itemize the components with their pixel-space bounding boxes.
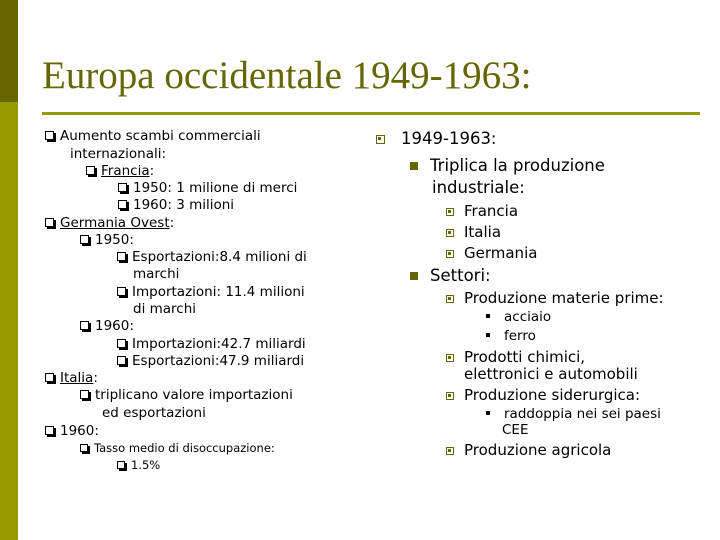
square-bullet-icon — [446, 447, 454, 455]
right-line: Produzione agricola — [446, 443, 611, 458]
left-line: Esportazioni:8.4 milioni di — [117, 251, 307, 265]
left-line: 1960: — [45, 425, 99, 439]
square-bullet-icon — [446, 229, 454, 237]
dot-bullet-icon — [486, 411, 490, 415]
slide-title: Europa occidentale 1949-1963: — [42, 54, 532, 97]
left-line: Italia: — [45, 372, 98, 386]
left-line: 1950: — [80, 234, 134, 248]
left-line: triplicano valore importazioni — [80, 389, 293, 403]
dot-bullet-icon — [486, 314, 490, 318]
square-bullet-icon — [446, 250, 454, 258]
checkbox-bullet-icon — [117, 356, 126, 365]
square-bullet-icon — [446, 295, 454, 303]
title-underline — [42, 112, 700, 115]
right-line: 1949-1963: — [376, 131, 497, 148]
left-line: marchi — [133, 266, 180, 282]
square-bullet-icon — [446, 392, 454, 400]
checkbox-bullet-icon — [80, 235, 89, 244]
left-line: 1960: 3 milioni — [118, 199, 234, 213]
right-line: CEE — [502, 422, 529, 438]
left-line: Importazioni:42.7 miliardi — [117, 338, 306, 352]
left-line: Aumento scambi commerciali — [45, 130, 261, 144]
left-accent-bar-top — [0, 0, 18, 102]
checkbox-bullet-icon — [45, 131, 54, 140]
checkbox-bullet-icon — [117, 287, 126, 296]
right-line: industriale: — [432, 178, 525, 197]
left-line: di marchi — [133, 301, 197, 317]
left-line: internazionali: — [70, 146, 167, 162]
right-line: raddoppia nei sei paesi — [486, 408, 661, 422]
right-line: Prodotti chimici, — [446, 350, 585, 365]
left-line: Germania Ovest: — [45, 217, 174, 231]
checkbox-bullet-icon — [45, 218, 54, 227]
left-line: Tasso medio di disoccupazione: — [80, 443, 275, 455]
checkbox-bullet-icon — [118, 200, 127, 209]
checkbox-bullet-icon — [117, 252, 126, 261]
checkbox-bullet-icon — [80, 321, 89, 330]
filled-square-bullet-icon — [410, 272, 418, 280]
checkbox-bullet-icon — [117, 461, 125, 469]
square-bullet-icon — [446, 354, 454, 362]
left-line: 1.5% — [117, 460, 160, 472]
checkbox-bullet-icon — [80, 390, 89, 399]
right-line: Produzione siderurgica: — [446, 388, 640, 403]
dot-bullet-icon — [486, 333, 490, 337]
left-line: Francia: — [86, 165, 154, 179]
filled-square-bullet-icon — [410, 162, 418, 170]
checkbox-bullet-icon — [45, 373, 54, 382]
right-line: Produzione materie prime: — [446, 291, 664, 306]
right-line: Settori: — [410, 268, 491, 285]
right-line: elettronici e automobili — [464, 365, 638, 383]
checkbox-bullet-icon — [118, 183, 127, 192]
checkbox-bullet-icon — [80, 444, 88, 452]
right-line: ferro — [486, 330, 536, 344]
right-line: Germania — [446, 246, 537, 261]
checkbox-bullet-icon — [86, 166, 95, 175]
left-line: ed esportazioni — [102, 405, 206, 421]
left-line: 1960: — [80, 320, 134, 334]
right-line: Francia — [446, 204, 518, 219]
left-line: Esportazioni:47.9 miliardi — [117, 355, 304, 369]
checkbox-bullet-icon — [45, 426, 54, 435]
right-line: acciaio — [486, 311, 551, 325]
left-line: 1950: 1 milione di merci — [118, 182, 297, 196]
right-line: Italia — [446, 225, 501, 240]
square-bullet-icon — [376, 135, 385, 144]
right-line: Triplica la produzione — [410, 158, 605, 175]
square-bullet-icon — [446, 208, 454, 216]
checkbox-bullet-icon — [117, 339, 126, 348]
left-line: Importazioni: 11.4 milioni — [117, 286, 305, 300]
